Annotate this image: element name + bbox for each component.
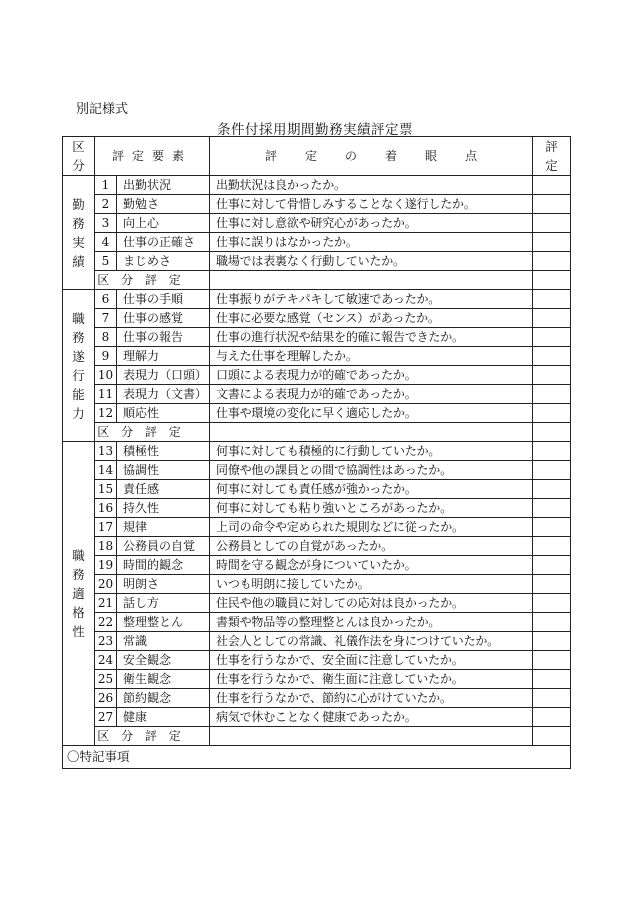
table-row xyxy=(63,708,571,727)
item-element: 仕事の報告 xyxy=(117,328,210,347)
rating-cell[interactable] xyxy=(533,290,571,309)
table-row xyxy=(63,499,571,518)
rating-cell[interactable] xyxy=(533,518,571,537)
rating-cell[interactable] xyxy=(533,556,571,575)
category-cell: 職務遂行能力 xyxy=(63,290,95,442)
rating-cell[interactable] xyxy=(533,195,571,214)
item-number: 22 xyxy=(95,613,117,632)
item-point: 出勤状況は良かったか。 xyxy=(210,176,533,195)
table-row xyxy=(63,613,571,632)
item-number: 2 xyxy=(95,195,117,214)
item-point: 口頭による表現力が的確であったか。 xyxy=(210,366,533,385)
item-number: 19 xyxy=(95,556,117,575)
rating-cell[interactable] xyxy=(533,252,571,271)
table-row xyxy=(63,480,571,499)
item-number: 3 xyxy=(95,214,117,233)
item-point: 仕事に対して骨惜しみすることなく遂行したか。 xyxy=(210,195,533,214)
item-point: 時間を守る観念が身についていたか。 xyxy=(210,556,533,575)
table-row xyxy=(63,537,571,556)
table-row xyxy=(63,366,571,385)
rating-cell[interactable] xyxy=(533,537,571,556)
rating-cell[interactable] xyxy=(533,670,571,689)
item-number: 26 xyxy=(95,689,117,708)
table-row xyxy=(63,689,571,708)
table-row xyxy=(63,651,571,670)
item-number: 15 xyxy=(95,480,117,499)
item-point: 病気で休むことなく健康であったか。 xyxy=(210,708,533,727)
item-element: 順応性 xyxy=(117,404,210,423)
item-element: 話し方 xyxy=(117,594,210,613)
item-element: まじめさ xyxy=(117,252,210,271)
item-point: 仕事を行うなかで、衛生面に注意していたか。 xyxy=(210,670,533,689)
table-row xyxy=(63,461,571,480)
table-row xyxy=(63,233,571,252)
item-element: 勤勉さ xyxy=(117,195,210,214)
subtotal-blank xyxy=(210,423,533,442)
item-number: 24 xyxy=(95,651,117,670)
rating-cell[interactable] xyxy=(533,689,571,708)
rating-cell[interactable] xyxy=(533,366,571,385)
item-point: 公務員としての自覚があったか。 xyxy=(210,537,533,556)
subtotal-label: 区 分 評 定 xyxy=(95,423,210,442)
item-point: 与えた仕事を理解したか。 xyxy=(210,347,533,366)
header-element: 評定要素 xyxy=(95,137,210,176)
item-element: 規律 xyxy=(117,518,210,537)
subtotal-blank xyxy=(210,727,533,746)
subtotal-label: 区 分 評 定 xyxy=(95,271,210,290)
category-cell: 職務適格性 xyxy=(63,442,95,746)
item-number: 21 xyxy=(95,594,117,613)
table-row xyxy=(63,518,571,537)
table-row xyxy=(63,556,571,575)
item-element: 衛生観念 xyxy=(117,670,210,689)
rating-cell[interactable] xyxy=(533,176,571,195)
rating-cell[interactable] xyxy=(533,328,571,347)
item-element: 常識 xyxy=(117,632,210,651)
item-point: 文書による表現力が的確であったか。 xyxy=(210,385,533,404)
item-element: 仕事の感覚 xyxy=(117,309,210,328)
item-number: 7 xyxy=(95,309,117,328)
table-row xyxy=(63,195,571,214)
item-point: 同僚や他の課員との間で協調性はあったか。 xyxy=(210,461,533,480)
item-element: 仕事の手順 xyxy=(117,290,210,309)
rating-cell[interactable] xyxy=(533,404,571,423)
item-number: 11 xyxy=(95,385,117,404)
header-rating: 評定 xyxy=(533,137,571,176)
item-number: 14 xyxy=(95,461,117,480)
item-element: 明朗さ xyxy=(117,575,210,594)
rating-cell[interactable] xyxy=(533,480,571,499)
item-number: 12 xyxy=(95,404,117,423)
rating-cell[interactable] xyxy=(533,461,571,480)
item-point: 仕事に対し意欲や研究心があったか。 xyxy=(210,214,533,233)
table-row xyxy=(63,575,571,594)
item-point: 仕事振りがテキパキして敏速であったか。 xyxy=(210,290,533,309)
item-element: 仕事の正確さ xyxy=(117,233,210,252)
item-point: 住民や他の職員に対しての応対は良かったか。 xyxy=(210,594,533,613)
rating-cell[interactable] xyxy=(533,233,571,252)
item-number: 20 xyxy=(95,575,117,594)
item-point: 何事に対しても責任感が強かったか。 xyxy=(210,480,533,499)
table-row xyxy=(63,442,571,461)
item-element: 向上心 xyxy=(117,214,210,233)
rating-cell[interactable] xyxy=(533,613,571,632)
header-category: 区分 xyxy=(63,137,95,176)
subtotal-rating-cell[interactable] xyxy=(533,727,571,746)
item-element: 整理整とん xyxy=(117,613,210,632)
item-point: 仕事や環境の変化に早く適応したか。 xyxy=(210,404,533,423)
table-row xyxy=(63,328,571,347)
item-number: 17 xyxy=(95,518,117,537)
item-element: 出勤状況 xyxy=(117,176,210,195)
item-element: 積極性 xyxy=(117,442,210,461)
header-point: 評定の着眼点 xyxy=(210,137,533,176)
rating-cell[interactable] xyxy=(533,309,571,328)
remarks-label: 〇特記事項 xyxy=(67,749,130,764)
item-point: 何事に対しても粘り強いところがあったか。 xyxy=(210,499,533,518)
rating-cell[interactable] xyxy=(533,651,571,670)
item-point: いつも明朗に接していたか。 xyxy=(210,575,533,594)
form-number-label: 別記様式 xyxy=(76,102,129,117)
rating-cell[interactable] xyxy=(533,442,571,461)
item-point: 職場では表裏なく行動していたか。 xyxy=(210,252,533,271)
item-element: 健康 xyxy=(117,708,210,727)
subtotal-rating-cell[interactable] xyxy=(533,271,571,290)
item-number: 25 xyxy=(95,670,117,689)
table-row xyxy=(63,214,571,233)
item-point: 書類や物品等の整理整とんは良かったか。 xyxy=(210,613,533,632)
item-number: 4 xyxy=(95,233,117,252)
table-body xyxy=(63,176,571,746)
item-number: 1 xyxy=(95,176,117,195)
item-element: 表現力（口頭） xyxy=(117,366,210,385)
item-point: 上司の命令や定められた規則などに従ったか。 xyxy=(210,518,533,537)
item-number: 5 xyxy=(95,252,117,271)
item-element: 時間的観念 xyxy=(117,556,210,575)
rating-cell[interactable] xyxy=(533,575,571,594)
item-number: 10 xyxy=(95,366,117,385)
item-point: 社会人としての常識、礼儀作法を身につけていたか。 xyxy=(210,632,533,651)
item-number: 18 xyxy=(95,537,117,556)
item-point: 何事に対しても積極的に行動していたか。 xyxy=(210,442,533,461)
subtotal-row xyxy=(63,727,571,746)
category-cell: 勤務実績 xyxy=(63,176,95,290)
item-element: 表現力（文書） xyxy=(117,385,210,404)
item-point: 仕事の進行状況や結果を的確に報告できたか。 xyxy=(210,328,533,347)
item-number: 27 xyxy=(95,708,117,727)
rating-cell[interactable] xyxy=(533,385,571,404)
item-point: 仕事に誤りはなかったか。 xyxy=(210,233,533,252)
subtotal-rating-cell[interactable] xyxy=(533,423,571,442)
item-point: 仕事を行うなかで、節約に心がけていたか。 xyxy=(210,689,533,708)
table-row xyxy=(63,404,571,423)
table-row xyxy=(63,347,571,366)
table-row xyxy=(63,385,571,404)
item-element: 協調性 xyxy=(117,461,210,480)
subtotal-blank xyxy=(210,271,533,290)
rating-cell[interactable] xyxy=(533,214,571,233)
item-number: 16 xyxy=(95,499,117,518)
item-element: 節約観念 xyxy=(117,689,210,708)
item-element: 理解力 xyxy=(117,347,210,366)
table-row xyxy=(63,252,571,271)
rating-cell[interactable] xyxy=(533,632,571,651)
item-element: 公務員の自覚 xyxy=(117,537,210,556)
item-point: 仕事を行うなかで、安全面に注意していたか。 xyxy=(210,651,533,670)
remarks-box[interactable] xyxy=(63,746,571,769)
item-number: 23 xyxy=(95,632,117,651)
item-element: 安全観念 xyxy=(117,651,210,670)
item-number: 8 xyxy=(95,328,117,347)
table-row xyxy=(63,309,571,328)
rating-cell[interactable] xyxy=(533,499,571,518)
table-row xyxy=(63,176,571,195)
subtotal-row xyxy=(63,423,571,442)
item-number: 9 xyxy=(95,347,117,366)
table-row xyxy=(63,632,571,651)
rating-cell[interactable] xyxy=(533,347,571,366)
item-element: 持久性 xyxy=(117,499,210,518)
rating-cell[interactable] xyxy=(533,708,571,727)
subtotal-row xyxy=(63,271,571,290)
item-element: 責任感 xyxy=(117,480,210,499)
table-row xyxy=(63,670,571,689)
item-point: 仕事に必要な感覚（センス）があったか。 xyxy=(210,309,533,328)
item-number: 13 xyxy=(95,442,117,461)
item-number: 6 xyxy=(95,290,117,309)
form-title: 条件付採用期間勤務実績評定票 xyxy=(217,122,413,138)
table-row xyxy=(63,594,571,613)
subtotal-label: 区 分 評 定 xyxy=(95,727,210,746)
evaluation-table xyxy=(62,136,571,769)
rating-cell[interactable] xyxy=(533,594,571,613)
table-row xyxy=(63,290,571,309)
